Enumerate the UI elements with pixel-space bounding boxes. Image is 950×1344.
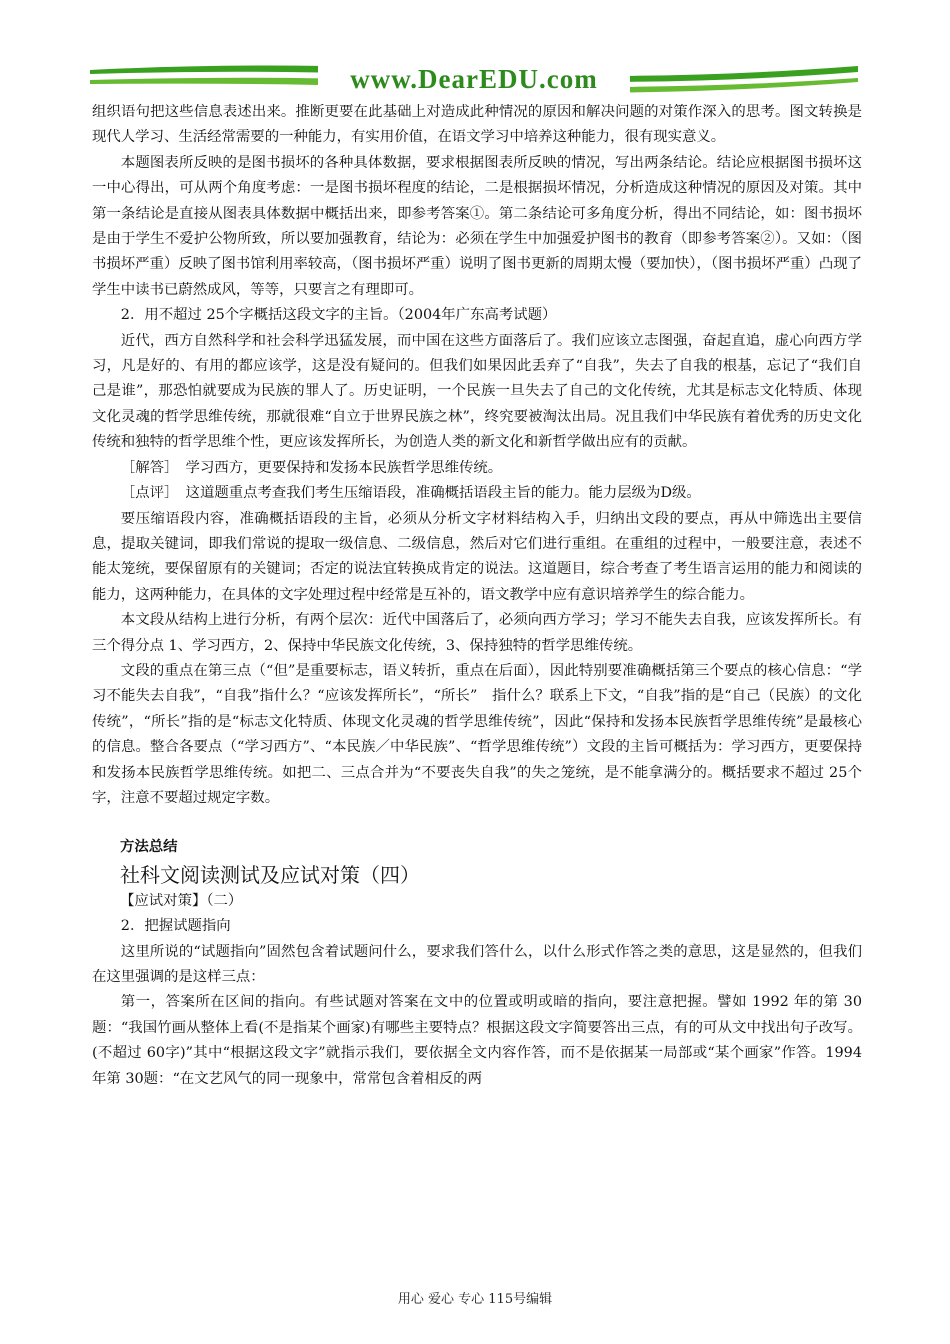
spacer bbox=[92, 811, 862, 835]
paragraph: 文段的重点在第三点（“但”是重要标志，语义转折，重点在后面），因此特别要准确概括第三个要点的核心信息：“学习不能失去自我”，“自我”指什么？“应该发挥所长”，“所长” 指什么？联系上下文，“自我”指的是“自己（民族）的文化传统”，“所长”指的是“标志文化特质、体现文化灵魂的哲学思维传统”，因此“保持和发扬本民族哲学思维传统”是最核心的信息。整合各要点（“学习西方”、“本民族／中华民族”、“哲学思维传统”）文段的主旨可概括为：学习西方，更要保持和发扬本民族哲学思维传统。如把二、三点合并为“不要丧失自我”的失之笼统，是不能拿满分的。概括要求不超过 25个字，注意不要超过规定字数。 bbox=[92, 662, 862, 806]
item-heading: 2．把握试题指向 bbox=[120, 918, 231, 935]
paragraph: 这里所说的“试题指向”固然包含着试题问什么，要求我们答什么，以什么形式作答之类的意思，这是显然的，但我们在这里强调的是这样三点： bbox=[92, 943, 862, 985]
paragraph: 本题图表所反映的是图书损坏的各种具体数据，要求根据图表所反映的情况，写出两条结论。结论应根据图书损坏这一中心得出，可从两个角度考虑：一是图书损坏程度的结论，二是根据损坏情况，分析造成这种情况的原因及对策。其中第一条结论是直接从图表具体数据中概括出来，即参考答案①。第二条结论可多角度分析，得出不同结论，如：图书损坏是由于学生不爱护公物所致，所以要加强教育，结论为：必须在学生中加强爱护图书的教育（即参考答案②）。又如：（图书损坏严重）反映了图书馆利用率较高，（图书损坏严重）说明了图书更新的周期太慢（要加快），（图书损坏严重）凸现了学生中读书已蔚然成风，等等，只要言之有理即可。 bbox=[92, 154, 862, 298]
site-header-banner bbox=[88, 52, 860, 98]
comment-paragraph: ［点评］ 这道题重点考查我们考生压缩语段，准确概括语段主旨的能力。能力层级为D级。 bbox=[120, 485, 701, 502]
paragraph: 本文段从结构上进行分析，有两个层次：近代中国落后了，必须向西方学习；学习不能失去自我，应该发挥所长。有三个得分点 1、学习西方，2、保持中华民族文化传统，3、保持独特的哲学思维传统。 bbox=[92, 612, 862, 654]
subsection-title: 【应试对策】（二） bbox=[120, 892, 243, 909]
paragraph: 组织语句把这些信息表述出来。推断更要在此基础上对造成此种情况的原因和解决问题的对策作深入的思考。图文转换是现代人学习、生活经常需要的一种能力，有实用价值，在语文学习中培养这种能力，很有现实意义。 bbox=[92, 104, 862, 146]
page-footer: 用心 爱心 专心 115号编辑 bbox=[397, 1292, 553, 1307]
section-label: 方法总结 bbox=[120, 839, 178, 856]
passage-paragraph: 近代，西方自然科学和社会科学迅猛发展，而中国在这些方面落后了。我们应该立志图强，奋起直追，虚心向西方学习，凡是好的、有用的都应该学，这是没有疑问的。但我们如果因此丢弃了“自我”，失去了自我的根基，忘记了“我们自己是谁”，那恐怕就要成为民族的罪人了。历史证明，一个民族一旦失去了自己的文化传统，尤其是标志文化特质、体现文化灵魂的哲学思维传统，那就很难“自立于世界民族之林”，终究要被淘汰出局。况且我们中华民族有着优秀的历史文化传统和独特的哲学思维个性，更应该发挥所长，为创造人类的新文化和新哲学做出应有的贡献。 bbox=[92, 332, 862, 451]
section-title: 社科文阅读测试及应试对策（四） bbox=[120, 862, 420, 887]
site-logo-text[interactable]: www.DearEDU.com bbox=[350, 64, 598, 94]
paragraph: 要压缩语段内容，准确概括语段的主旨，必须从分析文字材料结构入手，归纳出文段的要点，再从中筛选出主要信息，提取关键词，即我们常说的提取一级信息、二级信息，然后对它们进行重组。在重组的过程中，一般要注意，表述不能太笼统，要保留原有的关键词；否定的说法宜转换成肯定的说法。这道题目，综合考查了考生语言运用的能力和阅读的能力，这两种能力，在具体的文字处理过程中经常是互补的，语文教学中应有意识培养学生的综合能力。 bbox=[92, 510, 862, 603]
answer-paragraph: ［解答］ 学习西方，更要保持和发扬本民族哲学思维传统。 bbox=[120, 459, 503, 476]
paragraph: 第一，答案所在区间的指向。有些试题对答案在文中的位置或明或暗的指向，要注意把握。譬如 1992 年的第 30题：“我国竹画从整体上看(不是指某个画家)有哪些主要特点？根据这段文字简要答出三点，有的可从文中找出句子改写。(不超过 60字)”其中“根据这段文字”就指示我们，要依据全文内容作答，而不是依据某一局部或“某个画家”作答。1994 年第 30题：“在文艺风气的同一现象中，常常包含着相反的两 bbox=[92, 994, 862, 1087]
question-heading: 2．用不超过 25个字概括这段文字的主旨。（2004年广东高考试题） bbox=[120, 307, 557, 324]
document-body bbox=[92, 100, 862, 1092]
